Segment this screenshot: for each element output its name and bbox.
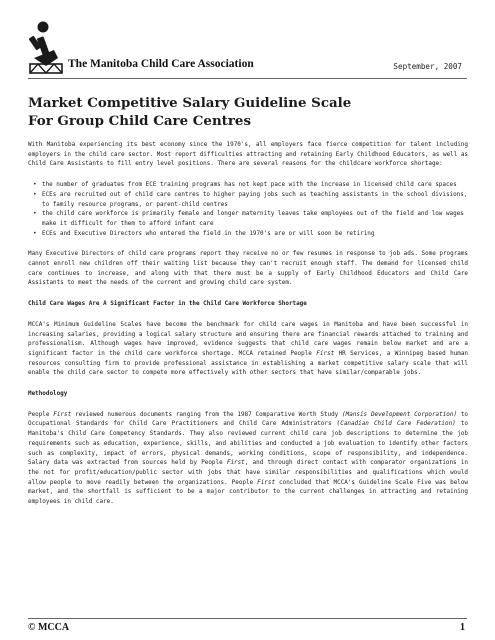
recruitment-paragraph: Many Executive Directors of child care programs report they receive no or few resumes in response to job ads. Some programs cannot enroll new children off their waiting list because they can't recruit enough staff. The demand for licensed child care continues to increase, and along with that there must be a supply of Early Childhood Educators and Child Care Assistants to meet the needs of the current and growing child care system. — [28, 250, 468, 287]
copyright: © MCCA — [28, 622, 70, 633]
list-item: • ECEs are recruited out of child care centres to higher paying jobs such as teaching assistants in the school divisions, to family resource programs, or parent-child centres — [42, 190, 468, 209]
list-item: • the child care workforce is primarily female and longer maternity leaves take employees out of the field and low wages make it difficult for them to afford infant care — [42, 209, 468, 228]
title-line-1: Market Competitive Salary Guideline Scale — [28, 95, 352, 111]
header-divider — [28, 78, 467, 79]
section-heading-wages: Child Care Wages Are A Significant Factor in the Child Care Workforce Shortage — [28, 300, 307, 308]
organization-name: The Manitoba Child Care Association — [68, 58, 254, 70]
page-number: 1 — [460, 622, 465, 633]
list-item: • ECEs and Executive Directors who entered the field in the 1970's are or will soon be retiring — [42, 229, 468, 239]
mcca-logo-icon — [28, 20, 66, 76]
document-title — [28, 94, 468, 130]
wages-paragraph: MCCA's Minimum Guideline Scales have become the benchmark for child care wages in Manitoba and have been successful in increasing salaries, providing a logical salary structure and ensuring there are financial rewards attached to training and professionalism. Although wages have improved, evidence suggests that child care wages remain below market and are a significant factor in the child care workforce shortage. MCCA retained People First HR Services, a Winnipeg based human resources consulting firm to provide professional assistance in establishing a market competitive salary scale that will enable the child care sector to compete more effectively with other sectors that have similar/comparable jobs. — [28, 320, 468, 377]
methodology-paragraph: People First reviewed numerous documents ranging from the 1987 Comparative Worth Study (Mansis Development Corporation) to Occupational Standards for Child Care Practitioners and Child Care Administrators (Canadian Child Care Federation) to Manitoba's Child Care Competency Standards. They also reviewed current child care job descriptions to determine the job requirements such as education, experience, skills, and abilities and conducted a job evaluation to identify other factors such as complexity, impact of errors, physical demands, working conditions, scope of responsibility, and independence. Salary data was extracted from sources held by People First, and through direct contact with comparator organizations in the not for profit/education/public sector with jobs that have similar responsibilities and qualifications which would allow people to move readily between the organizations. People First concluded that MCCA's Guideline Scale Five was below market, and the shortfall is sufficient to be a major contributor to the current challenges in attracting and retaining employees in child care. — [28, 410, 469, 506]
footer-divider — [28, 618, 467, 619]
list-item: • the number of graduates from ECE training programs has not kept pace with the increase in licensed child care spaces — [42, 180, 468, 190]
section-heading-methodology: Methodology — [28, 390, 68, 398]
intro-paragraph: With Manitoba experiencing its best economy since the 1970's, all employers face fierce competition for talent including employers in the child care sector. Most report difficulties attracting and retaining Early Childhood Educators, as well as Child Care Assistants to fill entry level positions. There are several reasons for the childcare workforce shortage: — [28, 141, 468, 168]
document-body — [28, 140, 468, 518]
title-line-2: For Group Child Care Centres — [28, 113, 251, 129]
document-date: September, 2007 — [393, 62, 462, 71]
shortage-reasons-list — [28, 180, 468, 238]
